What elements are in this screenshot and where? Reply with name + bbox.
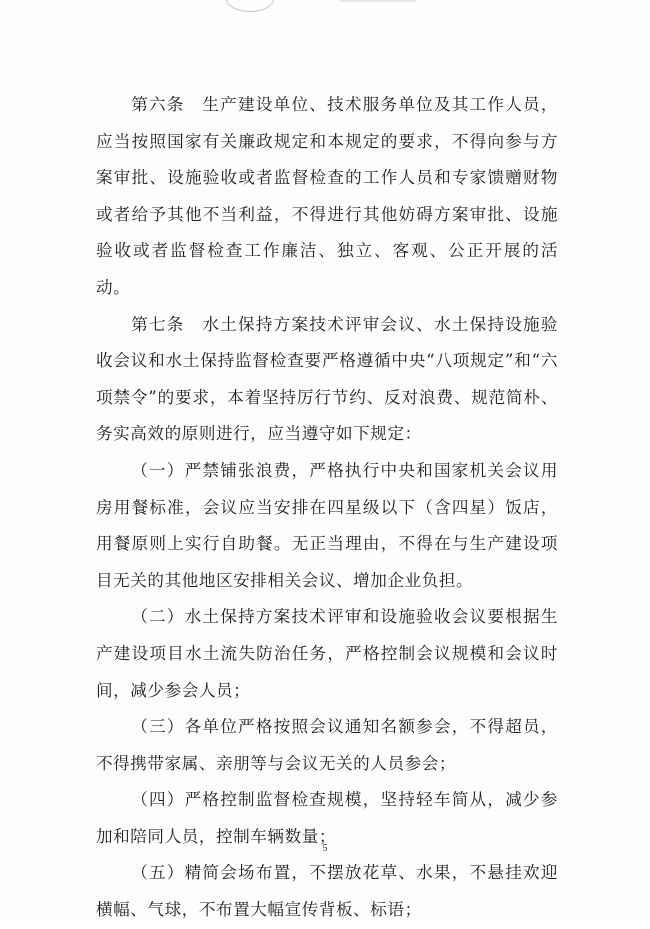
scan-artifact <box>226 0 274 12</box>
page-number: 5 <box>322 843 328 854</box>
article-7-paragraph: 第七条 水土保持方案技术评审会议、水土保持设施验收会议和水土保持监督检查要严格遵循中央“八项规定”和“六项禁令”的要求，本着坚持厉行节约、反对浪费、规范简朴、务实高效的原则进行，应当遵守如下规定： <box>96 314 558 444</box>
article-6-paragraph: 第六条 生产建设单位、技术服务单位及其工作人员，应当按照国家有关廉政规定和本规定的要求，不得向参与方案审批、设施验收或者监督检查的工作人员和专家馈赠财物或者给予其他不当利益，不得进行其他妨碍方案审批、设施验收或者监督检查工作廉洁、独立、客观、公正开展的活动。 <box>96 95 558 297</box>
rule-item-3: （三）各单位严格按照会议通知名额参会，不得超员，不得携带家属、亲朋等与会议无关的人员参会； <box>96 717 558 773</box>
rule-item-4: （四）严格控制监督检查规模，坚持轻车简从，减少参加和陪同人员，控制车辆数量； <box>96 790 558 846</box>
rule-item-2: （二）水土保持方案技术评审和设施验收会议要根据生产建设项目水土流失防治任务，严格控制会议规模和会议时间，减少参会人员； <box>96 607 558 700</box>
scan-artifact <box>340 0 416 2</box>
rule-item-5: （五）精简会场布置，不摆放花草、水果，不悬挂欢迎横幅、气球，不布置大幅宣传背板、标语； <box>96 863 558 920</box>
document-body <box>96 87 558 929</box>
rule-item-1: （一）严禁铺张浪费，严格执行中央和国家机关会议用房用餐标准，会议应当安排在四星级以下（含四星）饭店，用餐原则上实行自助餐。无正当理由，不得在与生产建设项目无关的其他地区安排相关会议、增加企业负担。 <box>96 460 558 590</box>
